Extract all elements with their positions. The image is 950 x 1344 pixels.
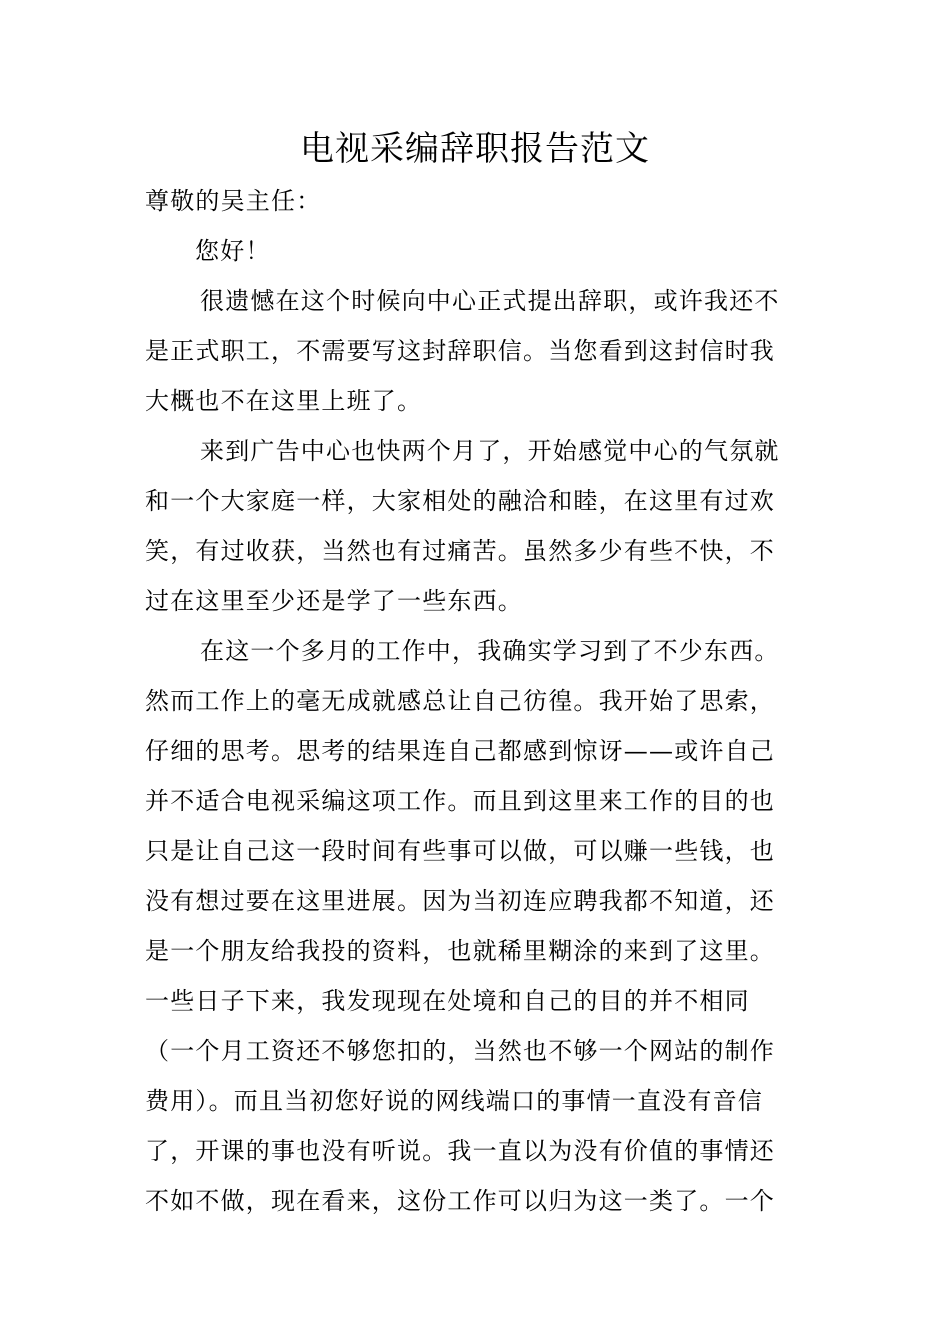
paragraph-line: 只是让自己这一段时间有些事可以做，可以赚一些钱，也 <box>145 837 775 865</box>
paragraph-2 <box>145 426 809 626</box>
paragraph-3 <box>145 626 809 1226</box>
paragraph-line: 过在这里至少还是学了一些东西。 <box>145 587 523 615</box>
paragraph-line: 不如不做，现在看来，这份工作可以归为这一类了。一个 <box>145 1187 775 1215</box>
paragraph-line: 是一个朋友给我投的资料，也就稀里糊涂的来到了这里。 <box>145 937 775 965</box>
paragraph-line: 很遗憾在这个时候向中心正式提出辞职，或许我还不 <box>200 287 780 315</box>
paragraph-line: 费用）。而且当初您好说的网线端口的事情一直没有音信 <box>145 1087 763 1115</box>
paragraph-line: 然而工作上的毫无成就感总让自己彷徨。我开始了思索， <box>145 687 775 715</box>
paragraph-line: 和一个大家庭一样，大家相处的融洽和睦，在这里有过欢 <box>145 487 775 515</box>
paragraph-1 <box>145 276 809 426</box>
paragraph-line: 来到广告中心也快两个月了，开始感觉中心的气氛就 <box>200 437 780 465</box>
paragraph-line: 并不适合电视采编这项工作。而且到这里来工作的目的也 <box>145 787 775 815</box>
paragraph-line: 仔细的思考。思考的结果连自己都感到惊讶——或许自己 <box>145 737 775 765</box>
paragraph-line: 一些日子下来，我发现现在处境和自己的目的并不相同 <box>145 987 750 1015</box>
paragraph-line: 了，开课的事也没有听说。我一直以为没有价值的事情还 <box>145 1137 775 1165</box>
paragraph-line: 没有想过要在这里进展。因为当初连应聘我都不知道，还 <box>145 887 775 915</box>
paragraph-line: 在这一个多月的工作中，我确实学习到了不少东西。 <box>200 637 780 665</box>
greeting: 您好！ <box>195 237 271 265</box>
paragraph-line: （一个月工资还不够您扣的，当然也不够一个网站的制作 <box>145 1037 775 1065</box>
paragraph-line: 是正式职工，不需要写这封辞职信。当您看到这封信时我 <box>145 337 775 365</box>
document-title: 电视采编辞职报告范文 <box>300 129 650 169</box>
document-body <box>145 176 809 1226</box>
salutation: 尊敬的吴主任： <box>145 187 322 215</box>
paragraph-line: 大概也不在这里上班了。 <box>145 387 423 415</box>
paragraph-line: 笑，有过收获，当然也有过痛苦。虽然多少有些不快，不 <box>145 537 775 565</box>
